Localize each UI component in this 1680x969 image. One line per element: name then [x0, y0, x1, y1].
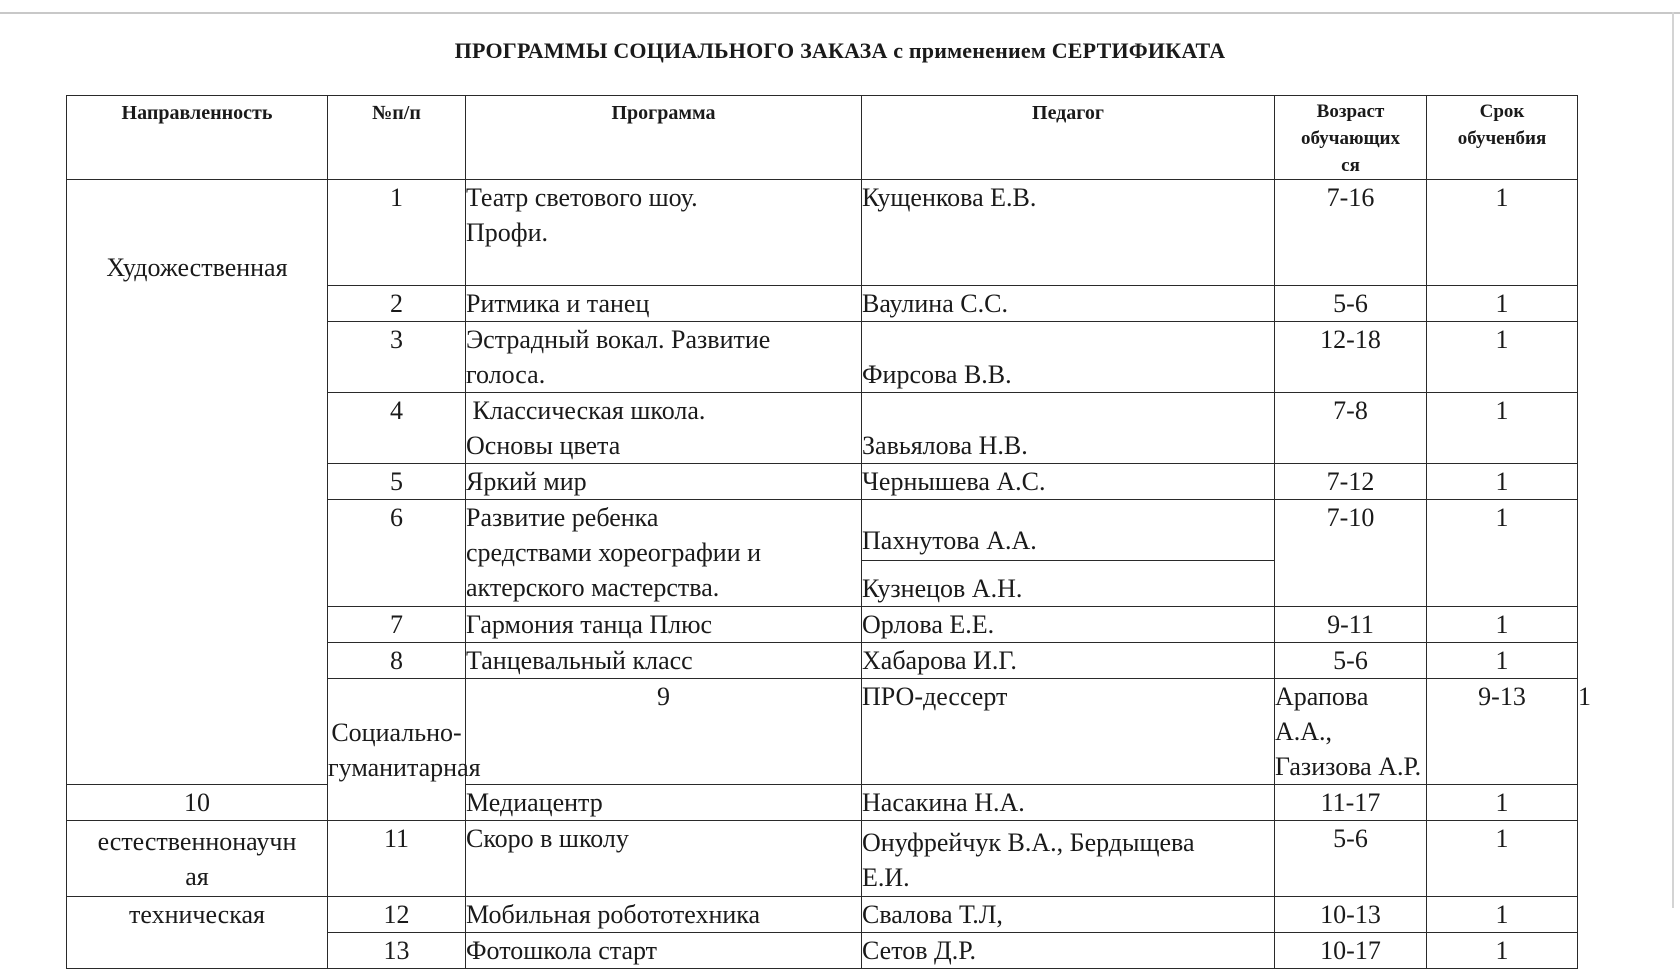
student-age: 9-11 — [1275, 607, 1427, 643]
programs-table — [66, 95, 1591, 969]
row-number: 9 — [466, 679, 862, 785]
program-name-line: средствами хореографии и — [466, 538, 762, 567]
study-term: 1 — [1427, 821, 1578, 897]
teacher-name: Орлова Е.Е. — [862, 607, 1275, 643]
study-term: 1 — [1427, 785, 1578, 821]
study-term: 1 — [1427, 933, 1578, 969]
direction-science — [67, 821, 328, 897]
program-name-line: Развитие ребенка — [466, 503, 659, 532]
program-name: Гармония танца Плюс — [466, 607, 862, 643]
page-right-border — [1672, 12, 1674, 908]
teacher-name: Ваулина С.С. — [862, 286, 1275, 322]
row-number: 5 — [328, 464, 466, 500]
row-number: 11 — [328, 821, 466, 897]
row-number: 12 — [328, 897, 466, 933]
student-age: 11-17 — [1275, 785, 1427, 821]
direction-science-line1: естественнонаучн — [97, 826, 297, 856]
student-age: 10-17 — [1275, 933, 1427, 969]
program-name-line: Классическая школа. — [466, 396, 706, 425]
teacher-name-line: Е.И. — [862, 863, 910, 892]
student-age: 5-6 — [1275, 643, 1427, 679]
header-age-line1: Возраст — [1316, 101, 1385, 122]
program-name-line: Профи. — [466, 218, 549, 247]
header-direction: Направленность — [67, 96, 328, 180]
program-name-line: Эстрадный вокал. Развитие — [466, 325, 771, 354]
header-age-line3: ся — [1341, 155, 1360, 176]
teacher-name: Свалова Т.Л, — [862, 897, 1275, 933]
program-name: Танцевальный класс — [466, 643, 862, 679]
program-name — [466, 500, 862, 607]
teacher-name: Кузнецов А.Н. — [862, 561, 1275, 607]
teacher-name-line: Онуфрейчук В.А., Бердыщева — [862, 828, 1195, 857]
header-teacher: Педагог — [862, 96, 1275, 180]
header-term-line1: Срок — [1479, 101, 1525, 122]
program-name: Фотошкола старт — [466, 933, 862, 969]
student-age: 9-13 — [1427, 679, 1578, 785]
study-term: 1 — [1427, 464, 1578, 500]
table-row — [67, 821, 1578, 897]
program-name: Мобильная робототехника — [466, 897, 862, 933]
program-name: Медиацентр — [466, 785, 862, 821]
row-number: 2 — [328, 286, 466, 322]
direction-social-line1: Социально- — [331, 717, 462, 747]
study-term: 1 — [1427, 322, 1578, 393]
teacher-name: Фирсова В.В. — [862, 322, 1275, 393]
row-number: 7 — [328, 607, 466, 643]
teacher-name: Завьялова Н.В. — [862, 393, 1275, 464]
header-term — [1427, 96, 1578, 180]
program-name: Яркий мир — [466, 464, 862, 500]
direction-art: Художественная — [67, 180, 328, 785]
student-age: 7-10 — [1275, 500, 1427, 607]
row-number: 3 — [328, 322, 466, 393]
student-age: 7-16 — [1275, 180, 1427, 286]
table-row — [67, 180, 1578, 286]
direction-science-line2: ая — [185, 861, 209, 891]
row-number: 8 — [328, 643, 466, 679]
program-name-line: Основы цвета — [466, 431, 621, 460]
study-term: 1 — [1427, 180, 1578, 286]
header-number: №п/п — [328, 96, 466, 180]
teacher-name — [862, 821, 1275, 897]
direction-social — [328, 679, 481, 821]
study-term: 1 — [1427, 393, 1578, 464]
program-name: Ритмика и танец — [466, 286, 862, 322]
study-term: 1 — [1427, 897, 1578, 933]
study-term: 1 — [1427, 643, 1578, 679]
program-name-line: актерского мастерства. — [466, 573, 720, 602]
study-term: 1 — [1427, 500, 1578, 607]
row-number: 4 — [328, 393, 466, 464]
row-number: 1 — [328, 180, 466, 286]
document-title: ПРОГРАММЫ СОЦИАЛЬНОГО ЗАКАЗА с применением СЕРТИФИКАТА — [454, 38, 1226, 63]
table-row — [67, 897, 1578, 933]
student-age: 7-8 — [1275, 393, 1427, 464]
student-age: 12-18 — [1275, 322, 1427, 393]
program-name — [466, 180, 862, 286]
student-age: 7-12 — [1275, 464, 1427, 500]
row-number: 6 — [328, 500, 466, 607]
table-header-row — [67, 96, 1578, 180]
row-number: 10 — [67, 785, 328, 821]
program-name: ПРО-дессерт — [862, 679, 1275, 785]
student-age: 10-13 — [1275, 897, 1427, 933]
program-name: Скоро в школу — [466, 821, 862, 897]
program-name-line: Театр светового шоу. — [466, 183, 698, 212]
program-name — [466, 393, 862, 464]
study-term: 1 — [1427, 607, 1578, 643]
header-age — [1275, 96, 1427, 180]
page-top-border — [0, 12, 1680, 14]
row-number: 13 — [328, 933, 466, 969]
program-name-line: голоса. — [466, 360, 546, 389]
direction-social-line2: гуманитарная — [328, 752, 481, 782]
student-age: 5-6 — [1275, 286, 1427, 322]
study-term: 1 — [1427, 286, 1578, 322]
header-program: Программа — [466, 96, 862, 180]
teacher-name: Кущенкова Е.В. — [862, 180, 1275, 286]
direction-tech: техническая — [67, 897, 328, 969]
program-name — [466, 322, 862, 393]
teacher-name: Арапова А.А., Газизова А.Р. — [1275, 679, 1427, 785]
header-age-line2: обучающих — [1301, 128, 1400, 149]
teacher-name: Сетов Д.Р. — [862, 933, 1275, 969]
header-term-line2: обученбия — [1457, 128, 1547, 149]
table-row — [67, 785, 1578, 821]
table-row: Социально- гуманитарная 9 ПРО-дессерт Арапова А.А., Газизова А.Р. 9-13 1 — [67, 679, 1578, 785]
teacher-name: Чернышева А.С. — [862, 464, 1275, 500]
teacher-name: Хабарова И.Г. — [862, 643, 1275, 679]
teacher-name: Пахнутова А.А. — [862, 500, 1275, 561]
teacher-name: Насакина Н.А. — [862, 785, 1275, 821]
student-age: 5-6 — [1275, 821, 1427, 897]
